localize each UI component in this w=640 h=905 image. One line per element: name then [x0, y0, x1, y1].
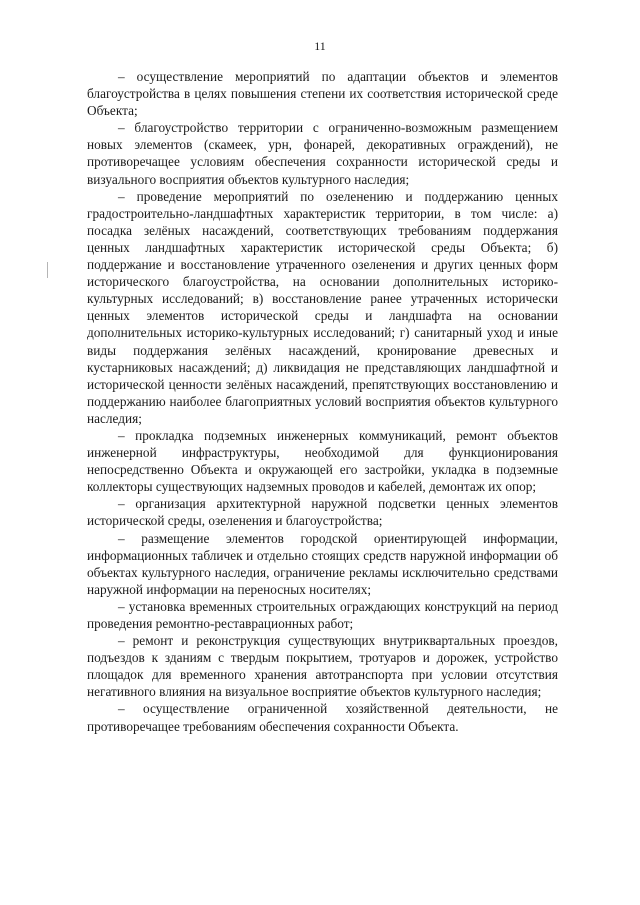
paragraph-landscaping-elements: – благоустройство территории с ограниченно-возможным размещением новых элементов (скамеек, урн, фонарей, декоративных ограждений), не противоречащее условиям обеспечения сохранности исторической среды и визуального восприятия объектов культурного наследия; — [87, 120, 558, 187]
document-body — [87, 68, 558, 735]
paragraph-roads: – ремонт и реконструкция существующих внутриквартальных проездов, подъездов к зданиям с твердым покрытием, тротуаров и дорожек, устройство площадок для временного хранения автотранспорта при условии отсутствия негативного влияния на визуальное восприятие объектов культурного наследия; — [87, 633, 558, 700]
paragraph-lighting: – организация архитектурной наружной подсветки ценных элементов исторической среды, озеленения и благоустройства; — [87, 496, 558, 529]
paragraph-fencing: – установка временных строительных ограждающих конструкций на период проведения ремонтно-реставрационных работ; — [87, 598, 558, 631]
paragraph-signage: – размещение элементов городской ориентирующей информации, информационных табличек и отдельно стоящих средств наружной информации об объектах культурного наследия, ограничение рекламы исключительно средствами наружной информации на переносных носителях; — [87, 530, 558, 597]
scan-artifact — [47, 262, 48, 278]
paragraph-adaptation: – осуществление мероприятий по адаптации объектов и элементов благоустройства в целях повышения степени их соответствия исторической среде Объекта; — [87, 69, 558, 119]
paragraph-greening: – проведение мероприятий по озеленению и поддержанию ценных градостроительно-ландшафтных характеристик территории, в том числе: а) посадка зелёных насаждений, соответствующих требованиям поддержания ценных ландшафтных характеристик исторической среды Объекта; б) поддержание и восстановление утраченного озеленения и других ценных форм исторического благоустройства, на основании дополнительных историко-культурных исследований; в) восстановление ранее утраченных исторически ценных элементов исторической среды и ландшафта на основании дополнительных историко-культурных исследований; г) санитарный уход и иные виды поддержания зелёных насаждений, кронирование древесных и кустарниковых насаждений; д) ликвидация не представляющих ландшафтной и исторической ценности зелёных насаждений, препятствующих восстановлению и поддержанию наиболее благоприятных условий восприятия объектов культурного наследия; — [87, 188, 558, 426]
paragraph-economic-activity: – осуществление ограниченной хозяйственной деятельности, не противоречащее требованиям обеспечения сохранности Объекта. — [87, 701, 558, 734]
paragraph-utilities: – прокладка подземных инженерных коммуникаций, ремонт объектов инженерной инфраструктуры, необходимой для функционирования непосредственно Объекта и окружающей его застройки, укладка в подземные коллекторы существующих надземных проводов и кабелей, демонтаж их опор; — [87, 427, 558, 495]
page-number: 11 — [314, 39, 326, 53]
